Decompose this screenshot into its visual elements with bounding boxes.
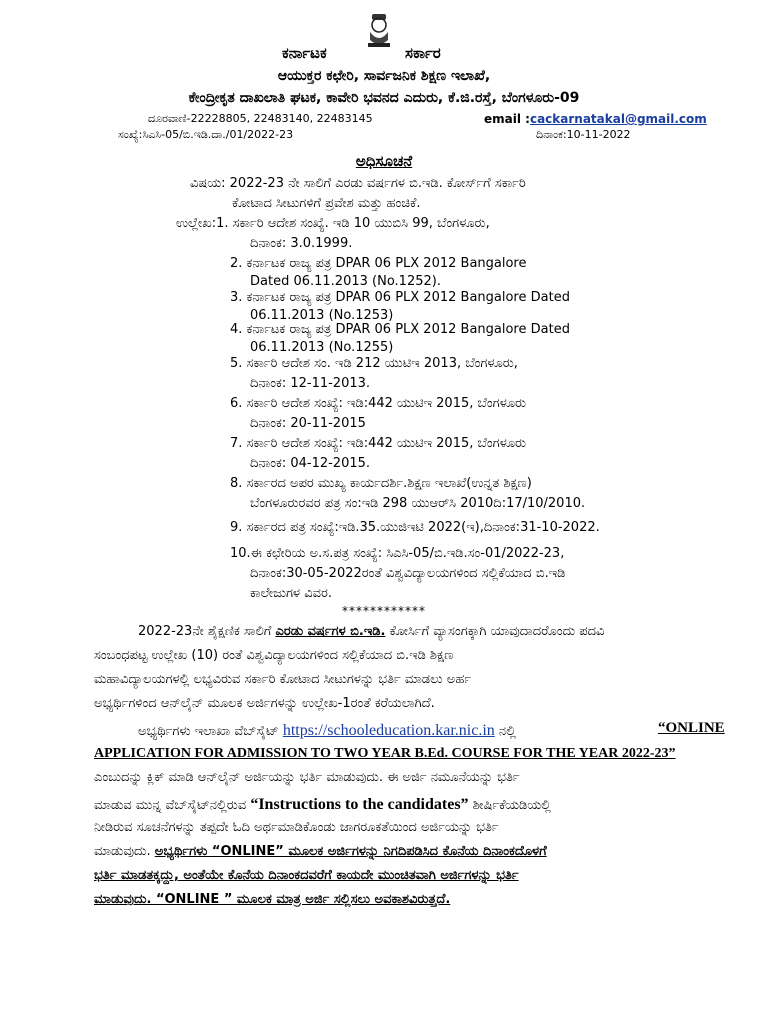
issue-date: ದಿನಾಂಕ:10-11-2022: [536, 128, 631, 141]
reference-10-line-3: ಕಾಲೇಜುಗಳ ವಿವರ.: [250, 586, 332, 601]
para2-line-1: [138, 722, 516, 740]
para2-line-4-start: ಮಾಡುವ ಮುನ್ನ ವೆಬ್‌ಸೈಟ್‌ನಲ್ಲಿರುವ: [94, 798, 247, 813]
para1-line-3: ಮಹಾವಿದ್ಯಾಲಯಗಳಲ್ಲಿ ಲಭ್ಯವಿರುವ ಸರ್ಕಾರಿ ಕೋಟಾದ ಸೀಟುಗಳನ್ನು ಭರ್ತಿ ಮಾಡಲು ಅರ್ಹ: [94, 672, 472, 687]
deadline-notice: ಅಭ್ಯರ್ಥಿಗಳು “ONLINE” ಮೂಲಕ ಅರ್ಜಿಗಳನ್ನು ನಿಗದಿಪಡಿಸಿದ ಕೊನೆಯ ದಿನಾಂಕದೊಳಗೆ: [154, 844, 547, 859]
reference-3-line-1: 3. ಕರ್ನಾಟಕ ರಾಜ್ಯ ಪತ್ರ DPAR 06 PLX 2012 Bangalore Dated: [230, 290, 570, 305]
para2-line-4: [94, 796, 551, 814]
reference-1-line-1: ಉಲ್ಲೇಖ:1. ಸರ್ಕಾರಿ ಆದೇಶ ಸಂಖ್ಯೆ. ಇಡಿ 10 ಯುಬಿಸಿ 99, ಬೆಂಗಳೂರು,: [176, 216, 490, 231]
reference-9: 9. ಸರ್ಕಾರದ ಪತ್ರ ಸಂಖ್ಯೆ:ಇಡಿ.35.ಯುಜಿಇಟಿ 2022(ಇ),ದಿನಾಂಕ:31-10-2022.: [230, 520, 600, 535]
reference-3-line-2: 06.11.2013 (No.1253): [250, 308, 394, 323]
para1-intro-tail: ಕೋರ್ಸಿಗೆ ವ್ಯಾಸಂಗಕ್ಕಾಗಿ ಯಾವುದಾದರೊಂದು ಪದವಿ: [389, 624, 605, 639]
online-quote-open: “ONLINE: [658, 720, 725, 736]
gov-name-right: ಸರ್ಕಾರ: [405, 44, 441, 62]
reference-8-line-1: 8. ಸರ್ಕಾರದ ಅಪರ ಮುಖ್ಯ ಕಾರ್ಯದರ್ಶಿ.ಶಿಕ್ಷಣ ಇಲಾಖೆ(ಉನ್ನತ ಶಿಕ್ಷಣ): [230, 476, 532, 491]
reference-10-line-1: 10.ಈ ಕಛೇರಿಯ ಅ.ಸ.ಪತ್ರ ಸಂಖ್ಯೆ: ಸಿಎಸಿ-05/ಬಿ.ಇಡಿ.ಸಂ-01/2022-23,: [230, 546, 565, 561]
para2-line-7: ಭರ್ತಿ ಮಾಡತಕ್ಕದ್ದು, ಅಂತೆಯೇ ಕೊನೆಯ ದಿನಾಂಕದವರೆಗೆ ಕಾಯದೇ ಮುಂಚಿತವಾಗಿ ಅರ್ಜಿಗಳನ್ನು ಭರ್ತಿ: [94, 868, 519, 883]
reference-2-line-1: 2. ಕರ್ನಾಟಕ ರಾಜ್ಯ ಪತ್ರ DPAR 06 PLX 2012 Bangalore: [230, 256, 527, 271]
instructions-heading: “Instructions to the candidates”: [250, 796, 469, 813]
para2-intro-tail: ನಲ್ಲಿ: [498, 724, 516, 739]
reference-7-line-1: 7. ಸರ್ಕಾರಿ ಆದೇಶ ಸಂಖ್ಯೆ: ಇಡಿ:442 ಯುಟಿಇ 2015, ಬೆಂಗಳೂರು: [230, 436, 527, 451]
para1-line-4: ಅಭ್ಯರ್ಥಿಗಳಿಂದ ಆನ್‌ಲೈನ್ ಮೂಲಕ ಅರ್ಜಿಗಳನ್ನು ಉಲ್ಲೇಖ-1ರಂತೆ ಕರೆಯಲಾಗಿದೆ.: [94, 696, 435, 711]
reference-5-line-2: ದಿನಾಂಕ: 12-11-2013.: [250, 376, 371, 391]
email-line: [484, 112, 707, 126]
separator: ************: [342, 604, 426, 618]
application-title-quote: ”: [668, 746, 676, 761]
gov-name-left: ಕರ್ನಾಟಕ: [282, 44, 327, 62]
reference-number: ಸಂಖ್ಯೆ:ಸಿಎಸಿ-05/ಬಿ.ಇಡಿ.ದಾ./01/2022-23: [118, 128, 294, 141]
para2-line-4-end: ಶೀರ್ಷಿಕೆಯಡಿಯಲ್ಲಿ: [472, 798, 551, 813]
para2-line-6: [94, 844, 547, 859]
subject-line-2: ಕೋಟಾದ ಸೀಟುಗಳಿಗೆ ಪ್ರವೇಶ ಮತ್ತು ಹಂಚಿಕೆ.: [232, 196, 421, 211]
reference-1-line-2: ದಿನಾಂಕ: 3.0.1999.: [250, 236, 353, 251]
office-name: ಆಯುಕ್ತರ ಕಛೇರಿ, ಸಾರ್ವಜನಿಕ ಶಿಕ್ಷಣ ಇಲಾಖೆ,: [277, 68, 491, 84]
reference-4-line-1: 4. ಕರ್ನಾಟಕ ರಾಜ್ಯ ಪತ್ರ DPAR 06 PLX 2012 Bangalore Dated: [230, 322, 570, 337]
phone-numbers: ದೂರವಾಣಿ-22228805, 22483140, 22483145: [148, 112, 373, 125]
notification-title: ಅಧಿಸೂಚನೆ: [355, 152, 413, 170]
para1-course-highlight: ಎರಡು ವರ್ಷಗಳ ಬಿ.ಇಡಿ.: [275, 624, 386, 639]
website-link[interactable]: https://schooleducation.kar.nic.in: [282, 722, 495, 739]
email-link[interactable]: cackarnatakal@gmail.com: [529, 112, 707, 126]
para1-intro: 2022-23ನೇ ಶೈಕ್ಷಣಿಕ ಸಾಲಿಗೆ: [138, 624, 272, 639]
para2-line-8: ಮಾಡುವುದು. “ONLINE ” ಮೂಲಕ ಮಾತ್ರ ಅರ್ಜಿ ಸಲ್ಲಿಸಲು ಅವಕಾಶವಿರುತ್ತದೆ.: [94, 892, 451, 907]
email-label: email :: [484, 112, 530, 126]
reference-7-line-2: ದಿನಾಂಕ: 04-12-2015.: [250, 456, 371, 471]
reference-5-line-1: 5. ಸರ್ಕಾರಿ ಆದೇಶ ಸಂ. ಇಡಿ 212 ಯುಟಿಇ 2013, ಬೆಂಗಳೂರು,: [230, 356, 518, 371]
office-address: ಕೇಂದ್ರೀಕೃತ ದಾಖಲಾತಿ ಘಟಕ, ಕಾವೇರಿ ಭವನದ ಎದುರು, ಕೆ.ಜಿ.ರಸ್ತೆ, ಬೆಂಗಳೂರು-09: [188, 90, 580, 106]
reference-6-line-1: 6. ಸರ್ಕಾರಿ ಆದೇಶ ಸಂಖ್ಯೆ: ಇಡಿ:442 ಯುಟಿಇ 2015, ಬೆಂಗಳೂರು: [230, 396, 527, 411]
para1-line-1: [138, 624, 604, 639]
application-title: [94, 746, 675, 762]
reference-10-line-2: ದಿನಾಂಕ:30-05-2022ರಂತೆ ವಿಶ್ವವಿದ್ಯಾಲಯಗಳಿಂದ ಸಲ್ಲಿಕೆಯಾದ ಬಿ.ಇಡಿ: [250, 566, 566, 581]
para2-line-5: ನೀಡಿರುವ ಸೂಚನೆಗಳನ್ನು ತಪ್ಪದೇ ಓದಿ ಅರ್ಥಮಾಡಿಕೊಂಡು ಜಾಗರೂಕತೆಯಿಂದ ಅರ್ಜಿಯನ್ನು ಭರ್ತಿ: [94, 820, 499, 835]
para2-line-3: ಎಂಬುದನ್ನು ಕ್ಲಿಕ್ ಮಾಡಿ ಆನ್‌ಲೈನ್ ಅರ್ಜಿಯನ್ನು ಭರ್ತಿ ಮಾಡುವುದು. ಈ ಅರ್ಜಿ ನಮೂನೆಯನ್ನು ಭರ್ತಿ: [94, 770, 520, 785]
reference-4-line-2: 06.11.2013 (No.1255): [250, 340, 394, 355]
para2-intro: ಅಭ್ಯರ್ಥಿಗಳು ಇಲಾಖಾ ವೆಬ್‌ಸೈಟ್: [138, 724, 279, 739]
application-title-text: APPLICATION FOR ADMISSION TO TWO YEAR B.Ed. COURSE FOR THE YEAR 2022-23: [94, 746, 669, 761]
para2-line-6-start: ಮಾಡುವುದು.: [94, 844, 151, 859]
reference-6-line-2: ದಿನಾಂಕ: 20-11-2015: [250, 416, 366, 431]
subject-line-1: ವಿಷಯ: 2022-23 ನೇ ಸಾಲಿಗೆ ಎರಡು ವರ್ಷಗಳ ಬಿ.ಇಡಿ. ಕೋರ್ಸ್‌ಗೆ ಸರ್ಕಾರಿ: [190, 176, 526, 191]
state-emblem-icon: [364, 10, 394, 50]
para1-line-2: ಸಂಬಂಧಪಟ್ಟ ಉಲ್ಲೇಖ (10) ರಂತೆ ವಿಶ್ವವಿದ್ಯಾಲಯಗಳಿಂದ ಸಲ್ಲಿಕೆಯಾದ ಬಿ.ಇಡಿ ಶಿಕ್ಷಣ: [94, 648, 454, 663]
reference-2-line-2: Dated 06.11.2013 (No.1252).: [250, 274, 441, 289]
reference-8-line-2: ಬೆಂಗಳೂರುರವರ ಪತ್ರ ಸಂ:ಇಡಿ 298 ಯುಆರ್‌ಸಿ 2010ದಿ:17/10/2010.: [250, 496, 586, 511]
